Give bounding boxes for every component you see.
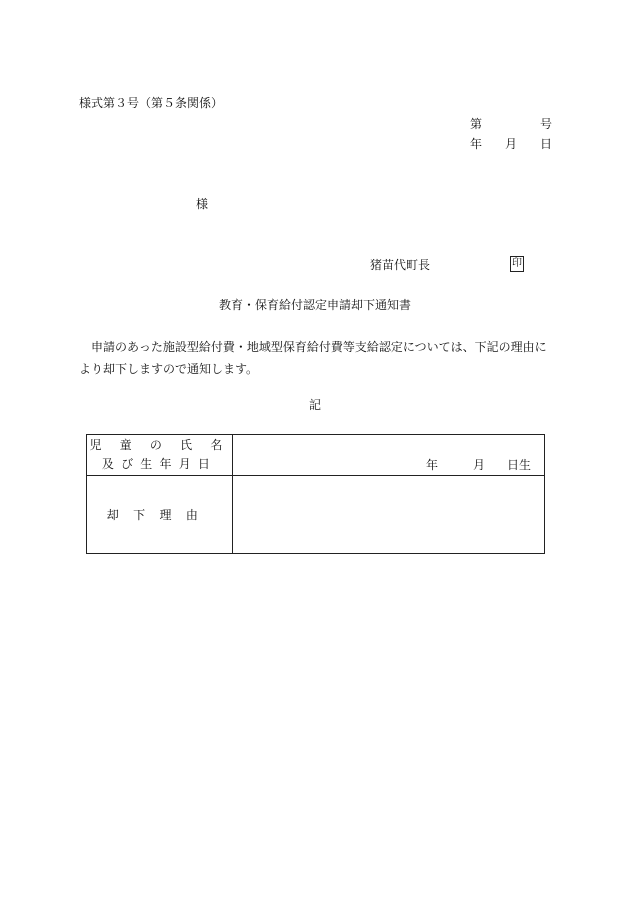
- form-number: 様式第３号（第５条関係）: [79, 96, 224, 110]
- birth-day: 日生: [506, 457, 531, 472]
- table-row: [87, 435, 545, 476]
- number-suffix: 号: [539, 117, 552, 131]
- birth-date-line: [233, 438, 544, 473]
- table-row: [87, 476, 545, 554]
- details-table: [86, 434, 545, 554]
- child-value-cell: [233, 435, 545, 476]
- issuer-name: 猪苗代町長: [370, 258, 431, 272]
- reason-label: 却下理由: [106, 508, 213, 522]
- birth-year: 年: [425, 457, 438, 472]
- addressee-honorific: 様: [196, 197, 209, 211]
- number-prefix: 第: [470, 117, 483, 131]
- document-number-line: [470, 118, 552, 130]
- child-label-line2: 及び生年月日: [101, 457, 218, 471]
- reason-value-cell: [233, 476, 545, 554]
- date-day: 日: [539, 137, 552, 151]
- child-label-line1: 児 童 の 氏 名: [89, 438, 230, 452]
- ki-heading: 記: [308, 398, 321, 412]
- date-month: 月: [504, 137, 517, 151]
- seal-mark: 印: [510, 256, 524, 272]
- reason-label-cell: [87, 476, 233, 554]
- child-label-cell: [87, 435, 233, 476]
- notice-body: 申請のあった施設型給付費・地域型保育給付費等支給認定については、下記の理由により却下しますので通知します。: [79, 340, 547, 376]
- date-year: 年: [470, 137, 483, 151]
- birth-month: 月: [472, 457, 485, 472]
- document-title: 教育・保育給付認定申請却下通知書: [218, 298, 411, 312]
- issue-date-line: [470, 138, 552, 150]
